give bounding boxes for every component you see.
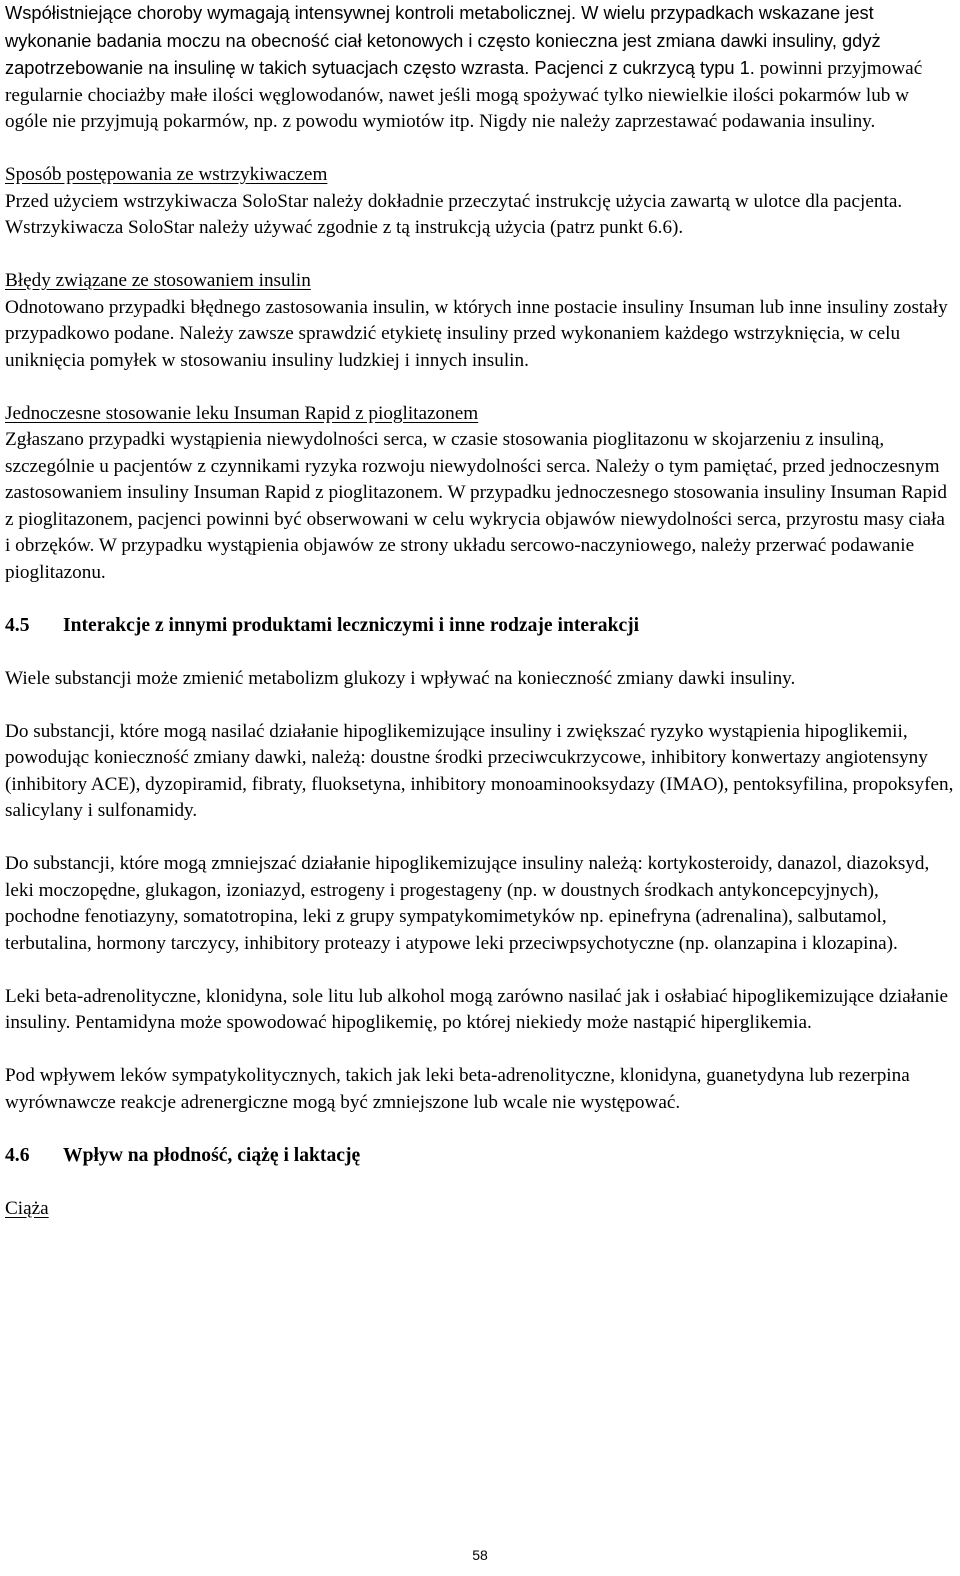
- interactions-paragraph: Pod wpływem leków sympatykolitycznych, takich jak leki beta-adrenolityczne, klonidyna, guanetydyna lub rezerpina wyrównawcze reakcje adrenergiczne mogą być zmniejszone lub wcale nie występować.: [5, 1065, 910, 1113]
- errors-section-text: Odnotowano przypadki błędnego zastosowania insulin, w których inne postacie insuliny Insuman lub inne insuliny zostały przypadkowo podane. Należy zawsze sprawdzić etykietę insuliny przed wykonaniem każdego wstrzyknięcia, w celu uniknięcia pomyłek w stosowaniu insuliny ludzkiej i innych insulin.: [5, 296, 948, 371]
- interactions-paragraph: Do substancji, które mogą nasilać działanie hipoglikemizujące insuliny i zwiększać ryzyko wystąpienia hipoglikemii, powodując konieczność zmiany dawki, należą: doustne środki przeciwcukrzycowe, inhibitory konwertazy angiotensyny (inhibitory ACE), dyzopiramid, fibraty, fluoksetyna, inhibitory monoaminooksydazy (IMAO), pentoksyfilina, propoksyfen, salicylany i sulfonamidy.: [5, 720, 954, 821]
- intro-serif-text: powinni przyjmować regularnie chociażby małe ilości węglowodanów, nawet jeśli mogą spożywać tylko niewielkie ilości pokarmów lub w ogóle nie przyjmują pokarmów, np. z powodu wymiotów itp. Nigdy nie należy zaprzestawać podawania insuliny.: [5, 58, 923, 132]
- section-4-5-heading: [5, 613, 955, 640]
- section-4-5-title: Interakcje z innymi produktami leczniczymi i inne rodzaje interakcji: [63, 614, 640, 636]
- section-4-6-title: Wpływ na płodność, ciążę i laktację: [63, 1144, 361, 1166]
- interactions-paragraph: Leki beta-adrenolityczne, klonidyna, sole litu lub alkohol mogą zarówno nasilać jak i osłabiać hipoglikemizujące działanie insuliny. Pentamidyna może spowodować hipoglikemię, po której niekiedy może nastąpić hiperglikemia.: [5, 985, 949, 1033]
- pen-section-heading: Sposób postępowania ze wstrzykiwaczem: [5, 164, 328, 185]
- pen-section-text: Przed użyciem wstrzykiwacza SoloStar należy dokładnie przeczytać instrukcję użycia zawartą w ulotce dla pacjenta. Wstrzykiwacza SoloStar należy używać zgodnie z tą instrukcją użycia (patrz punkt 6.6).: [5, 190, 903, 238]
- interactions-paragraph: Do substancji, które mogą zmniejszać działanie hipoglikemizujące insuliny należą: kortykosteroidy, danazol, diazoksyd, leki moczopędne, glukagon, izoniazyd, estrogeny i progestageny (np. w doustnych środkach antykoncepcyjnych), pochodne fenotiazyny, somatotropina, leki z grupy sympatykomimetyków np. epinefryna (adrenalina), salbutamol, terbutalina, hormony tarczycy, inhibitory proteazy i atypowe leki przeciwpsychotyczne (np. olanzapina i klozapina).: [5, 853, 930, 954]
- errors-section-heading: Błędy związane ze stosowaniem insulin: [5, 270, 311, 291]
- section-4-6-heading: [5, 1143, 955, 1170]
- page-number: 58: [472, 1547, 488, 1563]
- interactions-paragraph: Wiele substancji może zmienić metabolizm glukozy i wpływać na konieczność zmiany dawki insuliny.: [5, 667, 796, 689]
- intro-paragraph: [5, 0, 955, 136]
- document-page: [5, 0, 955, 1222]
- intro-sans-text: Współistniejące choroby wymagają intensywnej kontroli metabolicznej. W wielu przypadkach wskazane jest wykonanie badania moczu na obecność ciał ketonowych i często konieczna jest zmiana dawki insuliny, gdyż zapotrzebowanie na insulinę w takich sytuacjach często wzrasta. Pacjenci z cukrzycą typu 1.: [5, 2, 881, 78]
- pregnancy-subheading: Ciąża: [5, 1197, 49, 1219]
- section-4-5-number: 4.5: [5, 614, 30, 636]
- pioglitazone-section-heading: Jednoczesne stosowanie leku Insuman Rapid z pioglitazonem: [5, 402, 479, 424]
- pioglitazone-section-text: Zgłaszano przypadki wystąpienia niewydolności serca, w czasie stosowania pioglitazonu w skojarzeniu z insuliną, szczególnie u pacjentów z czynnikami ryzyka rozwoju niewydolności serca. Należy o tym pamiętać, przed jednoczesnym zastosowaniem insuliny Insuman Rapid z pioglitazonem. W przypadku jednoczesnego stosowania insuliny Insuman Rapid z pioglitazonem, pacjenci powinni być obserwowani w celu wykrycia objawów niewydolności serca, przyrostu masy ciała i obrzęków. W przypadku wystąpienia objawów ze strony układu sercowo-naczyniowego, należy przerwać podawanie pioglitazonu.: [5, 429, 947, 583]
- section-4-6-number: 4.6: [5, 1144, 30, 1166]
